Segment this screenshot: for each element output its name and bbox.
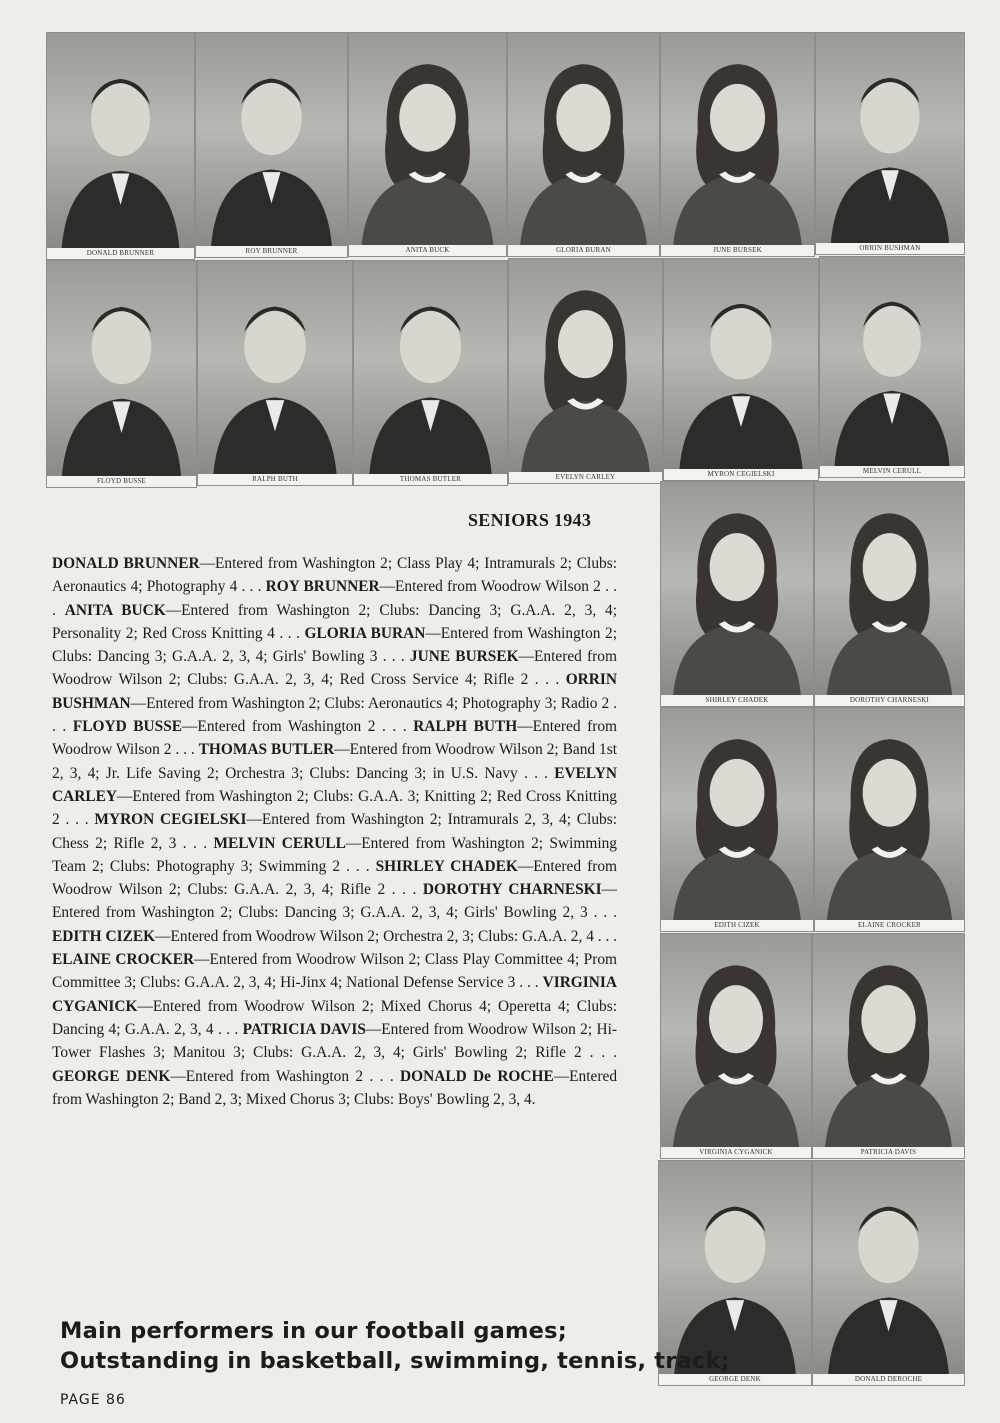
bio-name: ROY BRUNNER — [265, 578, 380, 596]
portrait-floyd-busse — [46, 260, 197, 488]
portrait-photo — [815, 482, 964, 695]
portrait-photo — [816, 33, 964, 243]
page-number: PAGE 86 — [60, 1392, 126, 1408]
bio-text: —Entered from Washington 2; Clubs: Dancing 3; G.A.A. 2, 3, 4; Girls' Bowling 3 . . . — [52, 624, 617, 666]
bio-text: —Entered from Woodrow Wilson 2; Clubs: G.A.A. 2, 3, 4; Rifle 2 . . . — [52, 857, 617, 899]
portrait-caption: ANITA BUCK — [349, 245, 506, 256]
portrait-caption: FLOYD BUSSE — [47, 476, 196, 487]
portrait-ralph-buth — [197, 260, 353, 486]
portrait-photo — [47, 261, 196, 476]
portrait-photo — [661, 33, 814, 245]
portrait-photo — [820, 257, 964, 466]
bio-name: DONALD BRUNNER — [52, 555, 200, 572]
bio-name: ELAINE CROCKER — [52, 951, 195, 969]
portrait-caption: EVELYN CARLEY — [509, 472, 662, 483]
slogan — [60, 1316, 730, 1376]
portrait-photo — [349, 33, 506, 245]
slogan-line-2: Outstanding in basketball, swimming, tennis, track; — [60, 1348, 730, 1374]
portrait-caption: PATRICIA DAVIS — [813, 1147, 964, 1158]
portrait-photo — [661, 934, 811, 1147]
portrait-caption: MELVIN CERULL — [820, 466, 964, 477]
bio-name: FLOYD BUSSE — [72, 718, 183, 736]
bio-text: —Entered from Woodrow Wilson 2 . . . — [52, 578, 617, 619]
portrait-anita-buck — [348, 32, 507, 257]
portrait-caption: JUNE BURSEK — [661, 245, 814, 256]
portrait-virginia-cyganick — [660, 933, 812, 1159]
portrait-patricia-davis — [812, 933, 965, 1159]
portrait-caption: THOMAS BUTLER — [354, 474, 507, 485]
portrait-caption: SHIRLEY CHADEK — [661, 695, 813, 706]
bio-text: —Entered from Washington 2; Swimming Team 2; Clubs: Photography 3; Swimming 2 . . . — [52, 834, 617, 875]
portrait-donald-deroche — [812, 1160, 965, 1386]
bio-name: RALPH BUTH — [413, 718, 518, 736]
bio-name: DOROTHY CHARNESKI — [422, 881, 602, 899]
bio-name: EDITH CIZEK — [52, 927, 156, 945]
portrait-caption: RALPH BUTH — [198, 474, 352, 485]
bio-text: —Entered from Washington 2 . . . — [182, 718, 414, 736]
bio-name: VIRGINIA CYGANICK — [52, 974, 617, 1015]
bio-text: —Entered from Woodrow Wilson 2; Mixed Chorus 4; Operetta 4; Clubs: Dancing 4; G.A.A. 2, 3, 4 . . . — [52, 997, 617, 1038]
portrait-caption: DONALD DEROCHE — [813, 1374, 964, 1385]
portrait-photo — [196, 33, 347, 246]
portrait-caption: ORRIN BUSHMAN — [816, 243, 964, 254]
portrait-caption: EDITH CIZEK — [661, 920, 813, 931]
portrait-caption: MYRON CEGIELSKI — [664, 469, 818, 480]
portrait-photo — [813, 1161, 964, 1374]
bio-text: —Entered from Woodrow Wilson 2; Band 1st 2, 3, 4; Jr. Life Saving 2; Orchestra 3; Clubs: Dancing 3; in U.S. Navy . . . — [52, 741, 617, 782]
portrait-caption: ELAINE CROCKER — [815, 920, 964, 931]
bio-text: —Entered from Woodrow Wilson 2; Hi-Tower Flashes 3; Manitou 3; Clubs: G.A.A. 2, 3, 4; Girls' Bowling 2; Rifle 2 . . . — [52, 1020, 617, 1062]
portrait-photo — [508, 33, 659, 245]
portrait-photo — [661, 482, 813, 695]
bio-name: EVELYN CARLEY — [52, 764, 617, 805]
portrait-gloria-buran — [507, 32, 660, 257]
portrait-photo — [813, 934, 964, 1147]
portrait-caption: VIRGINIA CYGANICK — [661, 1147, 811, 1158]
portrait-caption: ROY BRUNNER — [196, 246, 347, 257]
portrait-edith-cizek — [660, 707, 814, 932]
biographies — [52, 552, 617, 1111]
bio-name: GEORGE DENK — [52, 1067, 171, 1085]
bio-text: —Entered from Washington 2; Clubs: Aeronautics 4; Photography 3; Radio 2 . . . — [52, 694, 617, 736]
portrait-orrin-bushman — [815, 32, 965, 255]
bio-text: —Entered from Washington 2; Clubs: Dancing 3; G.A.A. 2, 3, 4; Personality 2; Red Cross Knitting 4 . . . — [52, 601, 617, 642]
portrait-melvin-cerull — [819, 256, 965, 478]
portrait-photo — [354, 261, 507, 474]
portrait-photo — [815, 708, 964, 920]
portrait-elaine-crocker — [814, 707, 965, 932]
portrait-roy-brunner — [195, 32, 348, 258]
bio-name: SHIRLEY CHADEK — [375, 857, 518, 875]
portrait-caption: DOROTHY CHARNESKI — [815, 695, 964, 706]
bio-text: —Entered from Washington 2; Intramurals 2, 3, 4; Clubs: Chess 2; Rifle 2, 3 . . . — [52, 811, 617, 852]
portrait-caption: DONALD BRUNNER — [47, 248, 194, 259]
page-title: SENIORS 1943 — [468, 510, 592, 530]
bio-name: MYRON CEGIELSKI — [94, 811, 247, 829]
bio-name: ANITA BUCK — [64, 601, 166, 619]
bio-text: —Entered from Washington 2; Clubs: Dancing 3; G.A.A. 2, 3, 4; Girls' Bowling 2, 3 . . . — [52, 881, 617, 922]
portrait-caption: GEORGE DENK — [659, 1374, 811, 1385]
portrait-evelyn-carley — [508, 258, 663, 484]
bio-name: ORRIN BUSHMAN — [52, 671, 617, 712]
bio-text: —Entered from Washington 2; Class Play 4; Intramurals 2; Clubs: Aeronautics 4; Photography 4 . . . — [52, 555, 617, 596]
bio-text: —Entered from Woodrow Wilson 2; Clubs: G.A.A. 2, 3, 4; Red Cross Service 4; Rifle 2 . . . — [52, 648, 617, 689]
bio-text: —Entered from Woodrow Wilson 2; Orchestra 2, 3; Clubs: G.A.A. 2, 4 . . . — [155, 927, 617, 945]
bio-name: JUNE BURSEK — [409, 648, 519, 666]
portrait-photo — [661, 708, 813, 920]
portrait-photo — [664, 259, 818, 469]
portrait-thomas-butler — [353, 260, 508, 486]
bio-text: —Entered from Washington 2; Band 2, 3; Mixed Chorus 3; Clubs: Boys' Bowling 2, 3, 4. — [52, 1067, 618, 1108]
portrait-photo — [509, 259, 662, 472]
portrait-myron-cegielski — [663, 258, 819, 481]
bio-name: DONALD De ROCHE — [400, 1067, 554, 1085]
portrait-donald-brunner — [46, 32, 195, 260]
bio-text: —Entered from Woodrow Wilson 2 . . . — [52, 718, 618, 759]
portrait-shirley-chadek — [660, 481, 814, 707]
portrait-june-bursek — [660, 32, 815, 257]
portrait-photo — [198, 261, 352, 474]
portrait-caption: GLORIA BURAN — [508, 245, 659, 256]
bio-text: —Entered from Washington 2; Clubs: G.A.A. 3; Knitting 2; Red Cross Knitting 2 . . . — [52, 787, 617, 829]
portrait-dorothy-charneski — [814, 481, 965, 707]
bio-name: GLORIA BURAN — [304, 624, 426, 642]
bio-name: PATRICIA DAVIS — [242, 1020, 366, 1038]
bio-text: —Entered from Washington 2 . . . — [170, 1067, 400, 1085]
bio-text: —Entered from Woodrow Wilson 2; Class Play Committee 4; Prom Committee 3; Clubs: G.A.A. 2, 3, 4; Hi-Jinx 4; National Defense Service 3 . . . — [52, 951, 618, 992]
portrait-photo — [47, 33, 194, 248]
bio-name: MELVIN CERULL — [213, 834, 346, 852]
bio-name: THOMAS BUTLER — [198, 741, 335, 759]
slogan-line-1: Main performers in our football games; — [60, 1318, 567, 1344]
